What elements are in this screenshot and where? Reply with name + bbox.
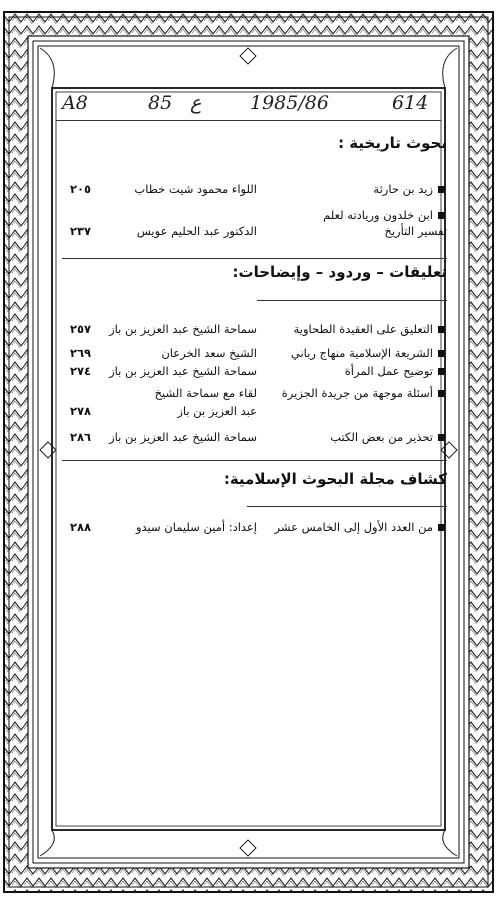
entry-title: تفسير التأريخ [384,224,447,238]
entry-author: عبد العزيز بن باز [177,404,257,418]
entry-title: أسئلة موجهة من جريدة الجزيرة [281,386,433,400]
section-heading-historical: بحوث تاريخية : [338,134,447,152]
entry-title: ابن خلدون وريادته لعلم [323,208,433,222]
entry-author: لقاء مع سماحة الشيخ [154,386,257,400]
entry-page: ٢٨٨ [70,520,92,534]
entry-author: سماحة الشيخ عبد العزيز بن باز [109,364,257,378]
entry-title: من العدد الأول إلى الخامس عشر [274,520,433,534]
entry-page: ٢٧٤ [70,364,92,378]
toc-entry [62,520,447,538]
handwritten-ref-1: A8 [62,92,88,114]
entry-title: زيد بن حارثة [373,182,433,196]
header-rule [56,120,441,121]
entry-author: إعداد: أمين سليمان سيدو [135,520,257,534]
section-divider [62,258,447,259]
entry-page: ٢٨٦ [70,430,92,444]
handwritten-number: 614 [392,92,429,114]
toc-entry [62,224,447,242]
bullet [438,326,445,333]
entry-author: الشيخ سعد الخرعان [161,346,257,360]
handwritten-ref-3: ع [190,92,202,114]
entry-title: الشريعة الإسلامية منهاج رباني [290,346,433,360]
entry-author: الدكتور عبد الحليم عويس [136,224,257,238]
bullet [438,390,445,397]
heading-underline [257,300,447,301]
toc-entry [62,322,447,340]
section-heading-comments: تعليقات – وردود – وإيضاحات: [232,263,447,281]
section-heading-index: كشاف مجلة البحوث الإسلامية: [223,470,447,488]
entry-title: تحذير من بعض الكتب [330,430,433,444]
section-divider [62,460,447,461]
entry-page: ٢٦٩ [70,346,92,360]
toc-entry [62,182,447,200]
entry-author: اللواء محمود شيت خطاب [134,182,257,196]
entry-title: توضيح عمل المرأة [344,364,433,378]
bullet [438,524,445,531]
bullet [438,212,445,219]
bullet [438,434,445,441]
toc-entry [62,364,447,382]
entry-page: ٢٣٧ [70,224,92,238]
toc-entry [62,386,447,404]
entry-page: ٢٠٥ [70,182,92,196]
bullet [438,350,445,357]
entry-page: ٢٧٨ [70,404,92,418]
handwritten-ref-2: 85 [148,92,173,114]
bullet [438,368,445,375]
entry-title: التعليق على العقيدة الطحاوية [293,322,433,336]
bullet [438,186,445,193]
toc-entry [62,404,447,422]
handwritten-year: 1985/86 [250,92,329,114]
heading-underline [247,506,447,507]
entry-page: ٢٥٧ [70,322,92,336]
entry-author: سماحة الشيخ عبد العزيز بن باز [109,322,257,336]
toc-entry [62,346,447,364]
entry-author: سماحة الشيخ عبد العزيز بن باز [109,430,257,444]
toc-entry [62,430,447,448]
